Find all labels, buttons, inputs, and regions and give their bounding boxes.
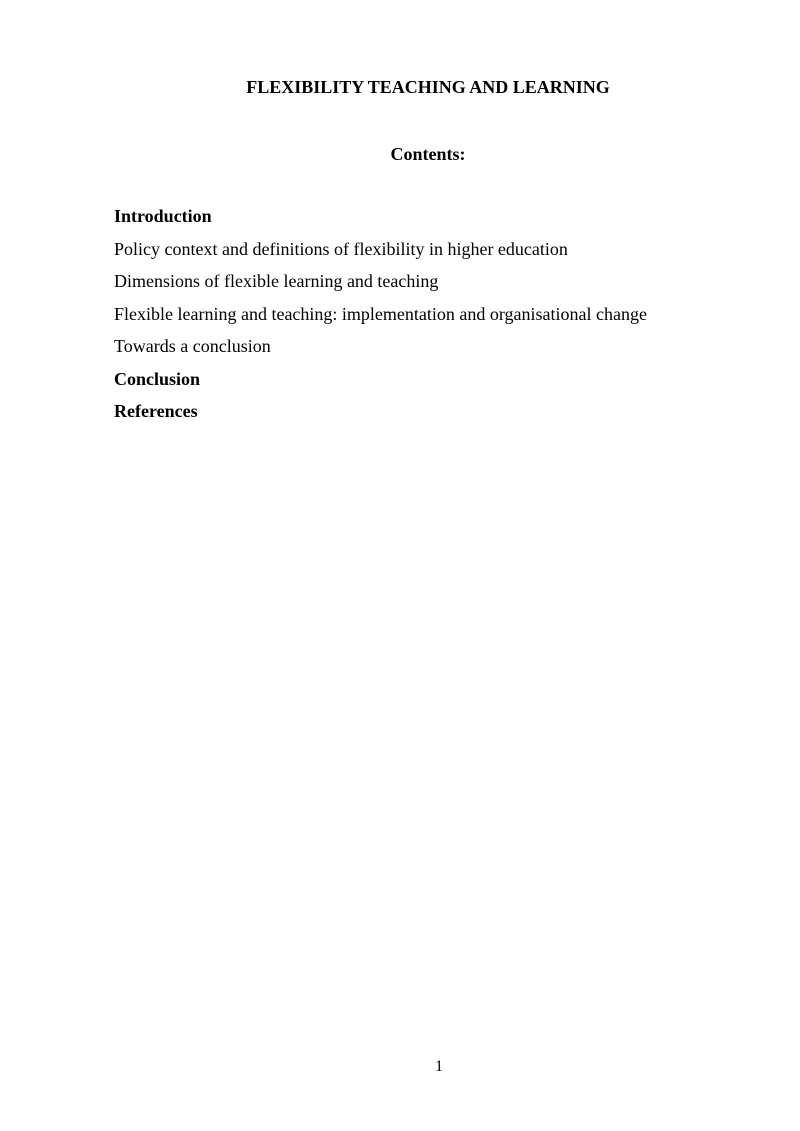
page-number: 1 bbox=[435, 1058, 443, 1075]
toc-item-introduction: Introduction bbox=[114, 206, 212, 226]
toc-item-dimensions: Dimensions of flexible learning and teaching bbox=[114, 271, 439, 291]
toc-item-references: References bbox=[114, 401, 198, 421]
document-title: FLEXIBILITY TEACHING AND LEARNING bbox=[246, 77, 610, 97]
toc-item-towards-conclusion: Towards a conclusion bbox=[114, 336, 271, 356]
toc-item-policy-context: Policy context and definitions of flexibility in higher education bbox=[114, 238, 568, 259]
toc-item-implementation: Flexible learning and teaching: implementation and organisational change bbox=[114, 303, 648, 324]
toc-item-conclusion: Conclusion bbox=[114, 368, 201, 389]
table-of-contents bbox=[114, 205, 647, 433]
contents-heading: Contents: bbox=[390, 144, 466, 164]
